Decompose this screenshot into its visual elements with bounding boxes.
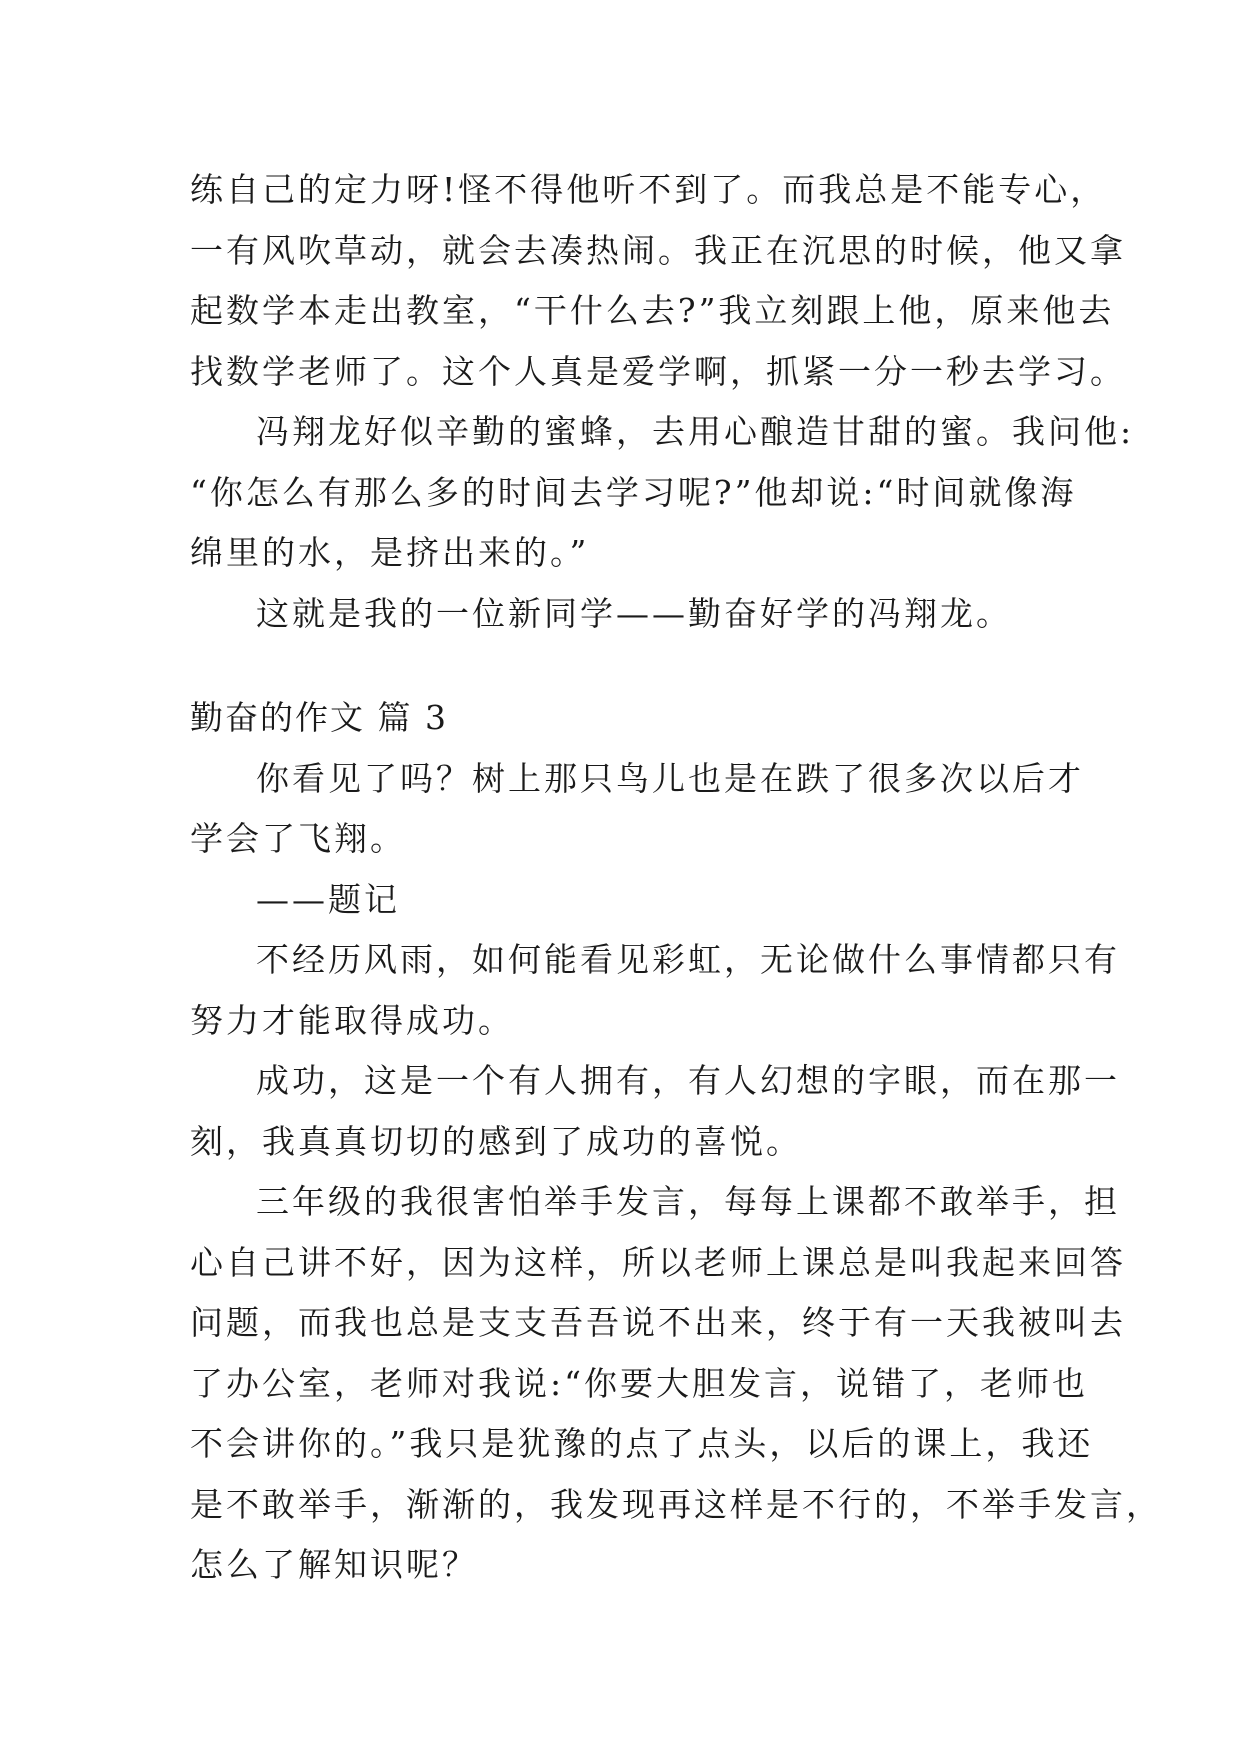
text-line: 起数学本走出教室，“干什么去?”我立刻跟上他，原来他去 bbox=[190, 291, 1115, 330]
text-line: 你看见了吗？树上那只鸟儿也是在跌了很多次以后才 bbox=[256, 758, 1084, 798]
text-line: 了办公室，老师对我说:“你要大胆发言，说错了，老师也 bbox=[190, 1363, 1088, 1403]
text-line: 三年级的我很害怕举手发言，每每上课都不敢举手，担 bbox=[256, 1182, 1120, 1221]
text-line: 心自己讲不好，因为这样，所以老师上课总是叫我起来回答 bbox=[190, 1242, 1126, 1282]
text-line: “你怎么有那么多的时间去学习呢?”他却说:“时间就像海 bbox=[190, 472, 1077, 512]
text-line: 不会讲你的。”我只是犹豫的点了点头，以后的课上，我还 bbox=[190, 1424, 1094, 1463]
text-line: ——题记 bbox=[256, 879, 400, 919]
text-line: 不经历风雨，如何能看见彩虹，无论做什么事情都只有 bbox=[256, 940, 1120, 979]
document-body bbox=[190, 160, 1162, 1596]
paragraph-epigraph-attribution bbox=[190, 870, 1060, 931]
text-line: 绵里的水，是挤出来的。” bbox=[190, 533, 590, 572]
text-line: 这就是我的一位新同学——勤奋好学的冯翔龙。 bbox=[256, 593, 1012, 633]
text-line: 找数学老师了。这个人真是爱学啊，抓紧一分一秒去学习。 bbox=[190, 351, 1126, 391]
text-line: 刻，我真真切切的感到了成功的喜悦。 bbox=[190, 1121, 802, 1161]
text-line: 努力才能取得成功。 bbox=[190, 1000, 514, 1040]
paragraph-epigraph bbox=[190, 749, 1084, 870]
text-line: 一有风吹草动，就会去凑热闹。我正在沉思的时候，他又拿 bbox=[190, 230, 1126, 270]
text-line: 问题，而我也总是支支吾吾说不出来，终于有一天我被叫去 bbox=[190, 1303, 1126, 1342]
text-line: 是不敢举手，渐渐的，我发现再这样是不行的，不举手发言， bbox=[190, 1484, 1162, 1524]
text-line: 学会了飞翔。 bbox=[190, 819, 406, 858]
text-line: 成功，这是一个有人拥有，有人幻想的字眼，而在那一 bbox=[256, 1061, 1120, 1100]
text-line: 练自己的定力呀!怪不得他听不到了。而我总是不能专心， bbox=[190, 170, 1107, 209]
text-line: 怎么了解知识呢？ bbox=[190, 1545, 478, 1584]
paragraph-intro bbox=[190, 930, 1120, 1051]
paragraph-conclusion bbox=[190, 584, 1060, 645]
paragraph-busy-bee bbox=[190, 402, 1135, 584]
paragraph-success bbox=[190, 1051, 1120, 1172]
paragraph-continuation bbox=[190, 160, 1126, 402]
paragraph-story bbox=[190, 1172, 1162, 1596]
text-line: 冯翔龙好似辛勤的蜜蜂，去用心酿造甘甜的蜜。我问他: bbox=[256, 412, 1135, 451]
section-heading: 勤奋的作文 篇 3 bbox=[190, 698, 448, 737]
